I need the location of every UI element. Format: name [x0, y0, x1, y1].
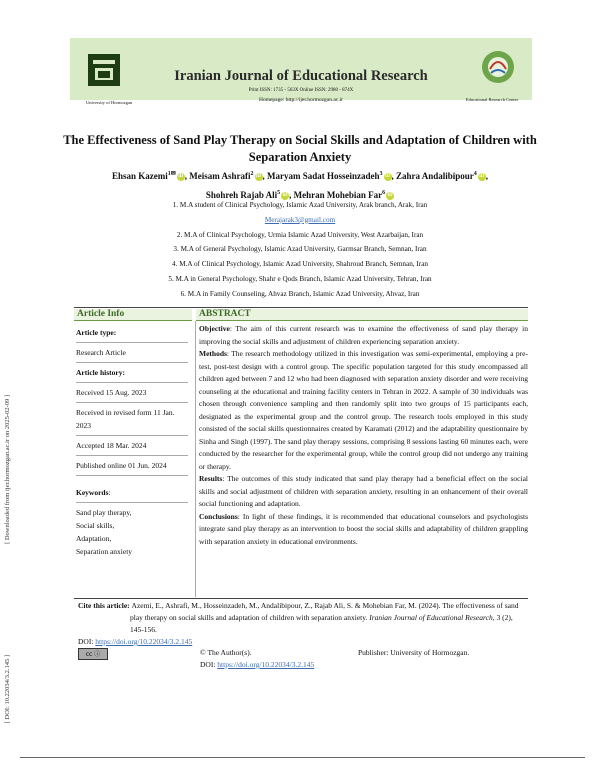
orcid-icon[interactable]: iD — [256, 174, 261, 179]
affiliation-1: 1. M.A student of Clinical Psychology, Islamic Azad University, Arak branch, Arak, Iran — [172, 201, 428, 209]
doi-line: DOI: https://doi.org/10.22034/3.2.145 — [78, 637, 193, 646]
author-affiliation-mark: 6 — [382, 190, 386, 196]
paper-title: The Effectiveness of Sand Play Therapy on Social Skills and Adaptation of Children with Separation Anxiety — [63, 133, 537, 164]
column-divider — [195, 321, 196, 597]
info-separator — [76, 502, 188, 503]
keyword-item: Sand play therapy, — [76, 508, 132, 517]
citation-block — [78, 600, 528, 636]
author-name: Zahra Andalibipour — [396, 171, 474, 181]
info-separator — [76, 455, 188, 456]
author-affiliation-mark: 3 — [379, 171, 383, 177]
abstract-conclusions: Conclusions: In light of these findings, it is recommended that educational counselors and psychologists integrate sand play therapy as an intervention to boost the social skills and adaptability of children grappling with separation anxiety in educational environments. — [199, 511, 528, 546]
research-center-logo-icon — [478, 47, 518, 87]
side-download-note: [ Downloaded from ijer.hormozgan.ac.ir on 2025-02-09 ] — [4, 395, 11, 544]
copyright-line: © The Author(s). — [200, 648, 252, 657]
affiliations — [60, 198, 540, 302]
info-separator — [76, 402, 188, 403]
publisher-line: Publisher: University of Hormozgan. — [358, 648, 470, 657]
author-name: Maryam Sadat Hosseinzadeh — [267, 171, 380, 181]
author-line-2: Shohreh Rajab Ali$^5$ iD , Mehran Mohebian Far$^6$ iD — [205, 190, 393, 200]
keyword-item: Adaptation, — [76, 534, 112, 543]
divider-top — [74, 307, 528, 308]
affiliation-4: 4. M.A of Clinical Psychology, Islamic Azad University, Shahroud Branch, Semnan, Iran — [172, 260, 428, 269]
journal-title: Iranian Journal of Educational Research — [174, 68, 428, 84]
author-line-1: Ehsan Kazemi$^{1✉}$ iD , Meisam Ashrafi$^2$ iD , Maryam Sadat Hosseinzadeh$^3$ iD , Zahra Andalibipour$^4$ iD , — [111, 171, 489, 181]
abstract-heading: ABSTRACT — [196, 309, 528, 321]
orcid-icon[interactable]: iD — [178, 174, 184, 179]
doi-link[interactable]: https://doi.org/10.22034/3.2.145 — [95, 637, 193, 646]
article-type-value: Research Article — [76, 348, 126, 357]
info-separator — [76, 382, 188, 383]
side-doi-note: [ DOI: 10.22034/3.2.145 ] — [4, 655, 11, 724]
abstract-body — [199, 323, 528, 548]
received-date: Received 15 Aug. 2023 — [76, 388, 147, 397]
revised-date: Received in revised form 11 Jan. 2023 — [76, 408, 175, 430]
cite-label: Cite this article: — [78, 601, 132, 610]
cite-text: Azemi, E., Ashrafi, M., Hosseinzadeh, M., Andalibipour, Z., Rajab Ali, S. & Mohebian Far, M. (2024). The effectiveness of sand play therapy on social skills and adaptation of children with separation anxiety. — [130, 601, 519, 622]
author-affiliation-mark: 2 — [250, 171, 254, 177]
affiliation-2: 2. M.A of Clinical Psychology, Urmia Islamic Azad University, West Azarbaijan, Iran — [176, 230, 424, 239]
footer-divider — [20, 757, 585, 758]
article-type-label: Article type: — [76, 328, 117, 337]
doi-link-2[interactable]: https://doi.org/10.22034/3.2.145 — [217, 660, 315, 669]
homepage-line: Homepage: http://ijer.hormozgan.ac.ir — [258, 97, 343, 103]
research-center-caption: Educational Research Center — [465, 97, 519, 102]
corresponding-email-link[interactable]: Merajarak3@gmail.com — [264, 215, 336, 224]
issn-line: Print ISSN: 1735 - 563X Online ISSN: 2980 - 874X — [248, 88, 354, 93]
author-affiliation-mark: 5 — [277, 190, 281, 196]
cite-journal: Iranian Journal of Educational Research — [369, 613, 493, 622]
article-info: Article type: Research Article Article history: Received 15 Aug. 2023 Received in revised form 11 Jan. 2023 Accepted 18 Mar. 2024 Published online 01 Jun. 2024 Keywords: Sand play therapy, Social skills, Adaptation, Separation anxiety — [76, 326, 194, 558]
orcid-icon[interactable]: iD — [479, 174, 485, 179]
orcid-icon[interactable]: iD — [387, 193, 393, 198]
published-date: Published online 01 Jun. 2024 — [76, 461, 167, 470]
affiliation-3: 3. M.A of General Psychology, Islamic Azad University, Garmsar Branch, Semnan, Iran — [173, 245, 427, 254]
abstract-results: Results: The outcomes of this study indicated that sand play therapy had a beneficial effect on the social skills and social adjustment of children with separation anxiety, resulting in an enhancement of their overall social functioning and adaptation. — [199, 474, 528, 508]
author-name: Ehsan Kazemi — [111, 171, 168, 181]
info-separator — [76, 475, 188, 476]
affiliation-6: 6. M.A in Family Counseling, Ahvaz Branch, Islamic Azad University, Ahvaz, Iran — [180, 289, 420, 298]
accepted-date: Accepted 18 Mar. 2024 — [76, 441, 147, 450]
keyword-item: Separation anxiety — [76, 547, 133, 556]
article-info-heading: Article Info — [74, 309, 192, 321]
orcid-icon[interactable]: iD — [385, 174, 390, 179]
author-affiliation-mark: 4 — [473, 171, 477, 177]
cite-volume: , 3 (2), 145-156. — [130, 613, 513, 634]
affiliation-5: 5. M.A in General Psychology, Shahr e Qods Branch, Islamic Azad University, Tehran, Iran — [168, 274, 432, 283]
divider-bottom — [74, 598, 528, 599]
doi-line-2: DOI: https://doi.org/10.22034/3.2.145 — [200, 660, 315, 669]
author-name: Shohreh Rajab Ali — [205, 190, 278, 200]
info-separator — [76, 362, 188, 363]
orcid-icon[interactable]: iD — [282, 193, 288, 198]
author-name: Mehran Mohebian Far — [293, 190, 383, 200]
info-separator — [76, 435, 188, 436]
abstract-methods: Methods: The research methodology utilized in this investigation was semi-experimental, employing a pre-test, post-test design with a control group. The specific population targeted for this study encompassed all children aged between 7 and 12 who had been diagnosed with separation anxiety disorder and were receiving counseling at the educational and training facility centers in Tehran in 2022. A sample of 30 individuals was chosen through convenience sampling and then randomly split into two groups of 15 participants each, designated as the experimental group and the control group. The research tools employed in this study consisted of the social skills questionnaires created by Karamati (2012) and the adaptability questionnaire by Sinha and Singh (1997). The sand play therapy sessions, comprising 8 sessions lasting 60 minutes each, were conducted by the researcher for the experimental group, while the control group did not undergo any training or therapy. — [199, 349, 528, 471]
info-separator — [76, 342, 188, 343]
keyword-item: Social skills, — [76, 521, 115, 530]
abstract-objective: Objective: The aim of this current research was to examine the effectiveness of sand play therapy in improving the social skills and adjustment of children experiencing separation anxiety. — [199, 324, 528, 346]
keywords-label: Keywords — [76, 488, 109, 497]
cc-license-icon[interactable]: cc ⓘ — [78, 648, 108, 660]
university-caption: University of Hormozgan — [86, 100, 133, 105]
history-label: Article history: — [76, 368, 125, 377]
author-affiliation-mark: 1✉ — [167, 171, 176, 177]
author-name: Meisam Ashrafi — [189, 171, 251, 181]
